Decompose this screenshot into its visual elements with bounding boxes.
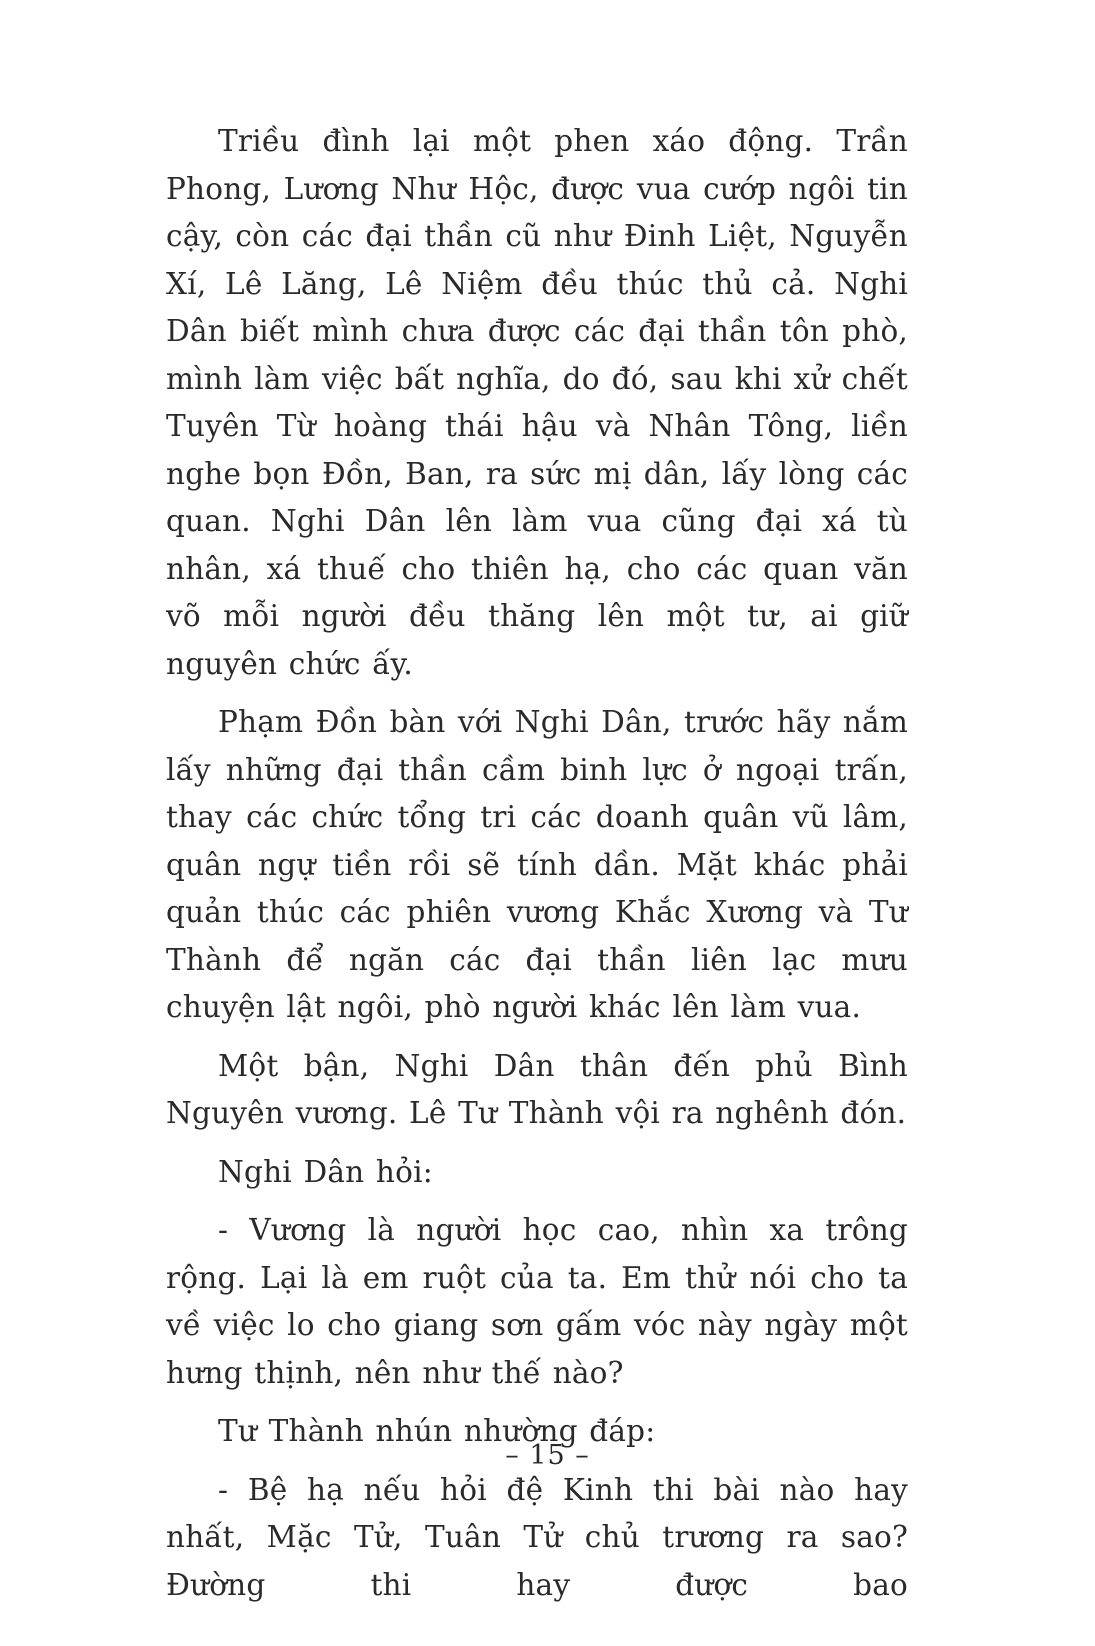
paragraph-5-dialogue: - Vương là người học cao, nhìn xa trông rộng. Lại là em ruột của ta. Em thử nói cho ta về việc lo cho giang sơn gấm vóc này ngày một hưng thịnh, nên như thế nào? bbox=[166, 1213, 908, 1390]
paragraph-1: Triều đình lại một phen xáo động. Trần Phong, Lương Như Hộc, được vua cướp ngôi tin cậy, còn các đại thần cũ như Đinh Liệt, Nguyễn Xí, Lê Lăng, Lê Niệm đều thúc thủ cả. Nghi Dân biết mình chưa được các đại thần tôn phò, mình làm việc bất nghĩa, do đó, sau khi xử chết Tuyên Từ hoàng thái hậu và Nhân Tông, liền nghe bọn Đồn, Ban, ra sức mị dân, lấy lòng các quan. Nghi Dân lên làm vua cũng đại xá tù nhân, xá thuế cho thiên hạ, cho các quan văn võ mỗi người đều thăng lên một tư, ai giữ nguyên chức ấy. bbox=[166, 124, 908, 681]
paragraph-4: Nghi Dân hỏi: bbox=[218, 1154, 433, 1189]
page-text-block bbox=[166, 118, 908, 1620]
paragraph-3: Một bận, Nghi Dân thân đến phủ Bình Nguyên vương. Lê Tư Thành vội ra nghênh đón. bbox=[166, 1048, 908, 1130]
paragraph-6: Tư Thành nhún nhường đáp: bbox=[218, 1414, 656, 1448]
paragraph-2: Phạm Đồn bàn với Nghi Dân, trước hãy nắm lấy những đại thần cầm binh lực ở ngoại trấn, thay các chức tổng tri các doanh quân vũ lâm, quân ngự tiền rồi sẽ tính dần. Mặt khác phải quản thúc các phiên vương Khắc Xương và Tư Thành để ngăn các đại thần liên lạc mưu chuyện lật ngôi, phò người khác lên làm vua. bbox=[166, 705, 908, 1024]
page-number: – 15 – bbox=[505, 1440, 590, 1471]
paragraph-7-dialogue: - Bệ hạ nếu hỏi đệ Kinh thi bài nào hay nhất, Mặc Tử, Tuân Tử chủ trương ra sao? Đường thi hay được bao bbox=[166, 1472, 908, 1602]
